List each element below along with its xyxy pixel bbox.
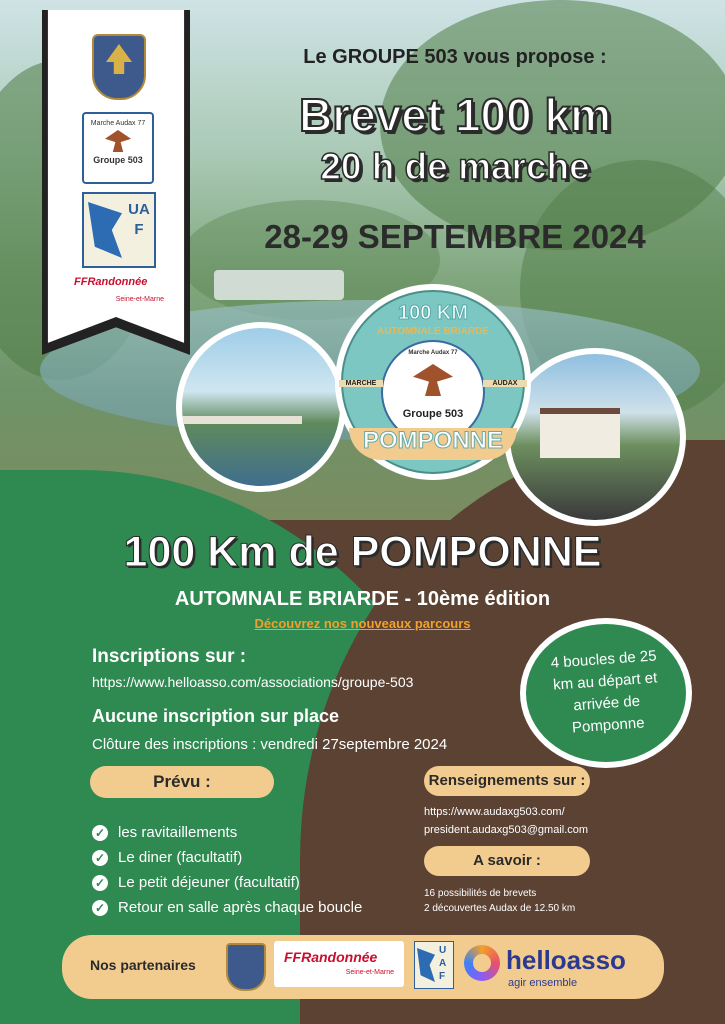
- event-dates: 28-29 SEPTEMBRE 2024: [264, 218, 646, 255]
- email-link[interactable]: president.audaxg503@gmail.com: [424, 824, 589, 836]
- check-icon: ✓: [92, 850, 108, 866]
- partner-uaf-logo: UAF: [414, 941, 454, 989]
- town-photo: [504, 348, 686, 526]
- loops-circle: 4 boucles de 25 km au départ et arrivée de Pomponne: [520, 618, 692, 768]
- partners-label: Nos partenaires: [90, 957, 196, 973]
- check-icon: ✓: [92, 875, 108, 891]
- no-onsite-text: Aucune inscription sur place: [92, 706, 340, 726]
- prevu-pill: Prévu :: [90, 766, 274, 798]
- event-duration: 20 h de marche: [320, 146, 590, 187]
- eagle-icon: [105, 130, 131, 152]
- helloasso-icon: [464, 945, 500, 981]
- hawk-icon: [88, 202, 122, 258]
- edition-subtitle: AUTOMNALE BRIARDE - 10ème édition: [174, 588, 551, 610]
- inscriptions-link[interactable]: https://www.helloasso.com/associations/groupe-503: [92, 674, 414, 690]
- pomponne-title: 100 Km de POMPONNE: [123, 528, 602, 576]
- helloasso-logo-text: helloasso: [506, 945, 626, 975]
- partner-crest-icon: [226, 943, 266, 991]
- inscriptions-label: Inscriptions sur :: [92, 646, 247, 667]
- badge-km: 100 KM: [397, 302, 469, 324]
- list-item: ✓ les ravitaillements: [92, 824, 362, 841]
- savoir-line2: 2 découvertes Audax de 12.50 km: [424, 903, 576, 914]
- ffrandonnee-logo: FFRandonnée Seine-et-Marne: [74, 276, 164, 303]
- badge-sub: AUTOMNALE BRIARDE: [376, 326, 490, 337]
- closing-text: Clôture des inscriptions : vendredi 27septembre 2024: [92, 736, 448, 753]
- check-icon: ✓: [92, 825, 108, 841]
- website-link[interactable]: https://www.audaxg503.com/: [424, 806, 565, 818]
- uaf-logo: UAF: [82, 192, 156, 268]
- main-event-title: Brevet 100 km: [299, 89, 611, 141]
- list-item: ✓ Le petit déjeuner (facultatif): [92, 874, 362, 891]
- prevu-list: [92, 824, 362, 924]
- savoir-pill: A savoir :: [424, 846, 590, 876]
- helloasso-tagline: agir ensemble: [508, 977, 578, 989]
- savoir-line1: 16 possibilités de brevets: [424, 888, 537, 899]
- list-item: ✓ Retour en salle après chaque boucle: [92, 899, 362, 916]
- partners-bar: [62, 935, 664, 999]
- event-badge: 100 KM AUTOMNALE BRIARDE Marche Audax 77 MARCHE AUDAX Groupe 503 POMPONNE: [335, 284, 531, 480]
- partner-ffrandonnee-logo: FFRandonnée Seine-et-Marne: [274, 941, 404, 987]
- partner-hawk-icon: [417, 948, 435, 982]
- discover-text: Découvrez nos nouveaux parcours: [254, 616, 471, 631]
- bridge-photo: [176, 322, 346, 492]
- renseignements-pill: Renseignements sur :: [424, 766, 590, 796]
- list-item: ✓ Le diner (facultatif): [92, 849, 362, 866]
- groupe503-logo: Marche Audax 77 Groupe 503: [82, 112, 154, 184]
- town-crest-icon: [92, 34, 146, 100]
- check-icon: ✓: [92, 900, 108, 916]
- intro-text: Le GROUPE 503 vous propose :: [303, 46, 607, 68]
